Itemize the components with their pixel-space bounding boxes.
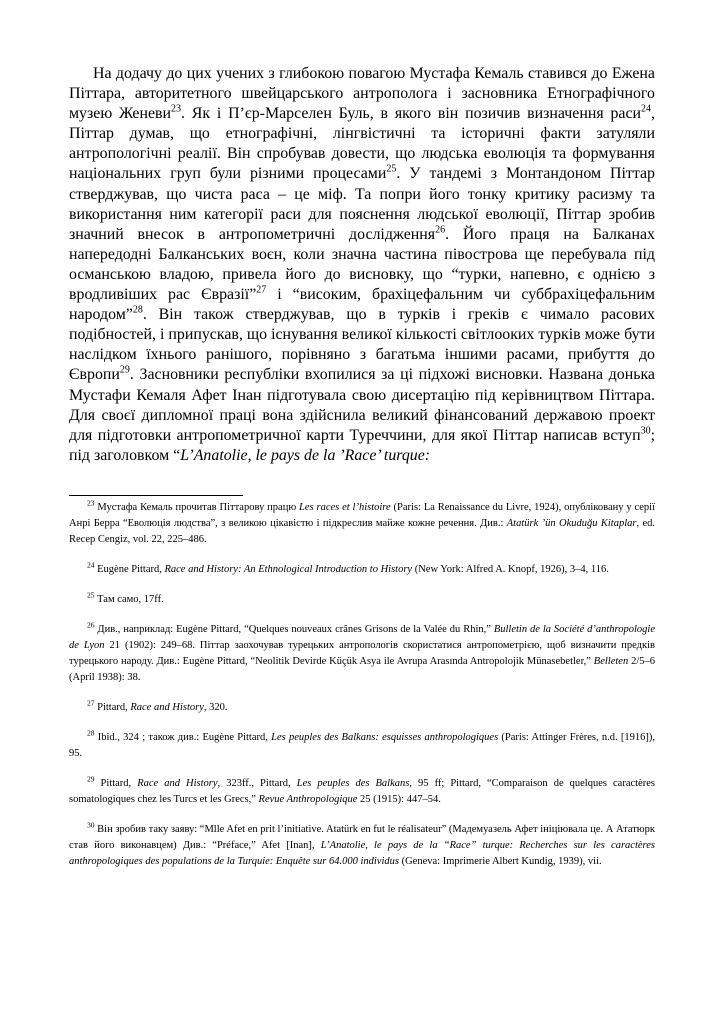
text-run: На додачу до цих учених з глибокою повагою Мустафа Кемаль ставився до Ежена Піттара, авторитетного швейцарського антрополога і засновника Етнографічного музею Женеви xyxy=(69,65,655,123)
footnote-ref-26[interactable]: 26 xyxy=(435,224,446,236)
footnote-text: , 323ff., Pittard, xyxy=(217,778,297,789)
footnote-25 xyxy=(69,592,655,608)
footnote-text: Pittard, xyxy=(100,778,138,789)
footnote-text: Eugène Pittard, xyxy=(97,564,165,575)
footnote-ref-23[interactable]: 23 xyxy=(171,103,182,115)
text-run: і “високим, брахіцефальним чи суббрахіцефальним народом” xyxy=(69,286,655,324)
text-run: . Як і П’єр-Марселен Буль, в якого він позичив визначення раси xyxy=(181,105,642,123)
footnote-text: 21 (1902): 249–68. Піттар заохочував турецьких антропологів скористатися антропометрією, щоб визначити предків турецького народу. Див.: Eugène Pittard, “Neolitik Devirde Küçük Asya ile Avrupa Arasında Antropolojik Münasebetler,” xyxy=(69,640,655,667)
footnote-text: (New York: Alfred A. Knopf, 1926), 3–4, 116. xyxy=(412,564,609,575)
footnote-italic: Belleten xyxy=(593,656,629,667)
footnote-number: 23 xyxy=(87,498,95,508)
footnote-italic: Les peuples des Balkans xyxy=(296,778,410,789)
text-run: . Його праця на Балканах напередодні Балканських воєн, коли значна частина півострова ще перебувала під османською владою, привела його до висновку, що “турки, напевно, є однією з вродливіших рас Євразії” xyxy=(69,225,655,304)
footnote-26 xyxy=(69,622,655,686)
footnote-number: 28 xyxy=(87,728,95,738)
footnote-number: 27 xyxy=(87,698,95,708)
footnote-ref-28[interactable]: 28 xyxy=(132,304,143,316)
footnotes xyxy=(69,500,655,870)
footnote-text: (Geneva: Imprimerie Albert Kundig, 1939), vii. xyxy=(398,856,602,867)
footnote-30 xyxy=(69,822,655,870)
footnote-italic: Race and History: An Ethnological Introduction to History xyxy=(164,564,413,575)
footnote-italic: Race and History xyxy=(130,702,204,713)
footnote-text: (Paris: Attinger Frères, n.d. [1916]), 95. xyxy=(69,732,655,759)
footnote-text: , ed. Recep Cengiz, vol. 22, 225–486. xyxy=(69,518,655,545)
footnote-number: 26 xyxy=(87,620,95,630)
footnote-29 xyxy=(69,776,655,808)
footnote-ref-30[interactable]: 30 xyxy=(640,425,651,437)
footnote-text: 25 (1915): 447–54. xyxy=(357,794,441,805)
footnote-number: 24 xyxy=(87,560,95,570)
footnote-text: Див., наприклад: Eugène Pittard, “Quelques nouveaux crânes Grisons de la Valée du Rhin,” xyxy=(97,624,494,635)
text-run: ; під заголовком “ xyxy=(69,426,655,464)
text-run: . Він також стверджував, що в турків і греків є чимало расових подібностей, і припускав, що існування великої кількості світлооких турків може бути наслідком їхнього ранішого, порівняно з багатьма іншими расами, прибуття до Європи xyxy=(69,306,655,384)
text-run: . У тандемі з Монтандоном Піттар стверджував, що чиста раса – це міф. Та попри його тонку критику расизму та використання ним категорії раси для пояснення людської еволюції, Піттар зробив значний внесок в антропометричні дослідження xyxy=(69,165,655,243)
footnote-number: 30 xyxy=(87,820,95,830)
footnote-text: Ibid., 324 ; також див.: Eugène Pittard, xyxy=(97,732,272,743)
footnote-ref-29[interactable]: 29 xyxy=(119,365,130,377)
footnote-separator xyxy=(69,495,243,496)
footnote-ref-27[interactable]: 27 xyxy=(256,284,267,296)
text-run: , Піттар думав, що етнографічні, лінгвістичні та історичні факти затуляли антропологічні реалії. Він спробував довести, що людська еволюція та формування національних груп були різними процесами xyxy=(69,105,655,183)
footnote-27 xyxy=(69,700,655,716)
text-run: . Засновники республіки вхопилися за ці підхожі висновки. Названа донька Мустафи Кемаля Афет Інан підготувала свою дисертацію під керівництвом Піттара. Для своєї дипломної праці вона здійснила великий фінансований державою проект для підготовки антропометричної карти Туреччини, для якої Піттар написав вступ xyxy=(69,366,655,444)
footnote-23 xyxy=(69,500,655,548)
italic-title: L’Anatolie, le pays de la ’Race’ turque: xyxy=(180,446,431,464)
footnote-number: 25 xyxy=(87,590,95,600)
footnote-italic: Les peuples des Balkans: esquisses anthropologiques xyxy=(271,732,499,743)
footnote-ref-24[interactable]: 24 xyxy=(641,103,652,115)
footnote-text: Він зробив таку заяву: “Mlle Afet en prit l’initiative. Atatürk en fut le réalisateur” (Мадемуазель Афет ініціювала це. А Ататюрк став його виконавцем) Див.: “Préface,” Afet [Inan], xyxy=(69,824,655,851)
footnote-italic: Race and History xyxy=(137,778,218,789)
footnote-text: Мустафа Кемаль прочитав Піттарову працю xyxy=(97,502,300,513)
footnote-italic: Revue Anthropologique xyxy=(258,794,358,805)
footnote-italic: Atatürk ’ün Okuduğu Kitaplar xyxy=(506,518,637,529)
footnote-text: , 320. xyxy=(203,702,228,713)
footnote-italic: Les races et l’histoire xyxy=(299,502,391,513)
footnote-text: , 95 ff; Pittard, “Comparaison de quelques caractères somatologiques chez les Turcs et les Grecs,” xyxy=(69,778,655,805)
footnote-text: (Paris: La Renaissance du Livre, 1924), опубліковану у серії Анрі Берра “Еволюція людства”, з великою цікавістю і підкреслив майже кожне речення. Див.: xyxy=(69,502,656,529)
footnote-text: Pittard, xyxy=(97,702,131,713)
footnote-text: 2/5–6 (April 1938): 38. xyxy=(69,656,655,683)
footnote-italic: L’Anatolie, le pays de la “Race” turque: Recherches sur les caractères anthropologiques des populations de la Turquie: Enquête sur 64.000 individus xyxy=(69,840,655,867)
footnote-text: Там само, 17ff. xyxy=(97,594,164,605)
footnote-italic: Bulletin de la Société d’anthropologie de Lyon xyxy=(69,624,656,651)
footnote-ref-25[interactable]: 25 xyxy=(386,164,397,176)
body-paragraph xyxy=(69,64,655,466)
footnote-number: 29 xyxy=(87,774,95,784)
footnote-28 xyxy=(69,730,655,762)
footnote-24 xyxy=(69,562,655,578)
